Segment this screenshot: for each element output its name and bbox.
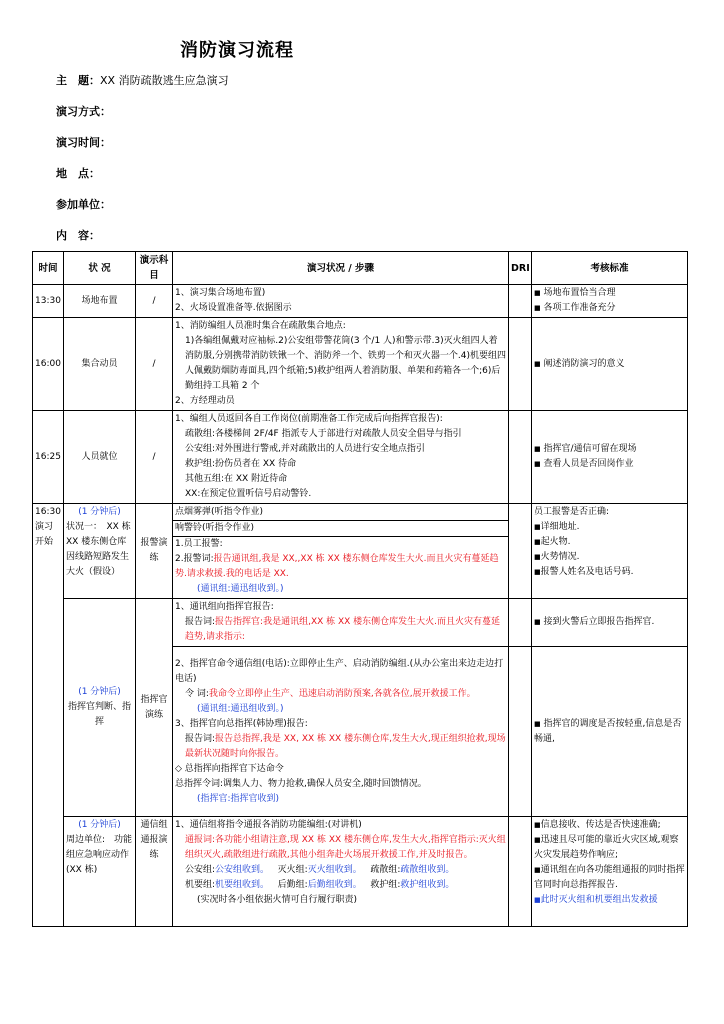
content-label: 内 容： (56, 229, 100, 242)
reply-line (175, 878, 506, 893)
cell-subject: 通信组通报演练 (136, 817, 173, 927)
step-line (175, 687, 506, 702)
criteria-item (534, 520, 685, 535)
table-row (33, 504, 688, 599)
time-label: 演习时间： (56, 136, 111, 149)
header-status: 状 况 (64, 252, 136, 285)
bullet-square-icon: ■ (534, 460, 541, 468)
criteria-item (534, 301, 685, 316)
criteria-text: 指挥官/通信可留在现场 (543, 444, 637, 454)
bullet-square-icon: ■ (534, 618, 541, 626)
notice-script: 各功能小组请注意,现 XX 栋 XX 楼东侧仓库,发生大火,指挥官指示:灭火组组织灭火,疏散组进行疏散,其他小组奔赴火场展开救援工作,并及时报告。 (185, 835, 506, 860)
cell-subject: / (136, 411, 173, 504)
cell-dri (509, 599, 532, 647)
criteria-text: 通讯组在向各功能组通报的同时指挥官同时向总指挥报告. (534, 865, 685, 890)
criteria-item (534, 357, 685, 372)
cell-subject: / (136, 285, 173, 318)
step-line: XX:在预定位置听信号启动警铃. (185, 489, 312, 499)
step-line: 1、消防编组人员准时集合在疏散集合地点: (175, 321, 346, 331)
cell-time: 16:25 (33, 411, 64, 504)
cell-status: 人员就位 (64, 411, 136, 504)
criteria-text: 各项工作准备充分 (543, 303, 616, 313)
step-line: 响警铃(听指令作业) (173, 521, 508, 537)
cell-dri (509, 504, 532, 599)
criteria-item (534, 442, 685, 457)
command-script: 我命令立即停止生产、迅速启动消防预案,各就各位,展开救援工作。 (208, 688, 476, 699)
step-line: 救护组:扮伤员者在 XX 待命 (185, 459, 297, 469)
criteria-item (534, 457, 685, 472)
step-label: 通报词: (185, 835, 216, 845)
cell-dri (509, 285, 532, 318)
cell-time: 13:30 (33, 285, 64, 318)
cell-steps (173, 647, 509, 817)
cell-status (64, 504, 136, 599)
cell-steps (173, 318, 509, 411)
criteria-text: 起火物. (540, 537, 571, 547)
bullet-square-icon: ■ (534, 553, 541, 561)
theme-label: 主 题： (56, 74, 100, 87)
criteria-item (534, 893, 685, 908)
step-line: 1.员工报警: (175, 539, 223, 549)
cell-status: 集合动员 (64, 318, 136, 411)
criteria-item (534, 565, 685, 580)
step-line (175, 615, 506, 645)
cell-criteria (532, 817, 688, 927)
group-label: 后勤组: (277, 880, 308, 890)
criteria-item (534, 818, 685, 833)
step-line: ◇ 总指挥向指挥官下达命令 (175, 763, 284, 774)
cell-criteria (532, 411, 688, 504)
step-line (175, 732, 506, 762)
bullet-square-icon: ■ (534, 304, 541, 312)
cell-status (64, 817, 136, 927)
cell-status (64, 599, 136, 817)
group-reply: 疏散组收到。 (400, 865, 455, 875)
criteria-text: 场地布置恰当合理 (543, 288, 616, 298)
step-line: 1、编组人员返回各自工作岗位(前期准备工作完成后向指挥官报告): (175, 414, 443, 424)
status-text: 指挥官判断、指挥 (67, 702, 131, 727)
cell-criteria (532, 504, 688, 599)
drill-table (32, 251, 688, 927)
step-line: 公安组:对外围进行警戒,并对疏散出的人员进行安全地点指引 (185, 444, 425, 454)
cell-steps (173, 599, 509, 647)
status-text: 周边单位: 功能组应急响应动作(XX 栋) (66, 835, 133, 875)
cell-subject: / (136, 318, 173, 411)
group-label: 公安组: (185, 865, 216, 875)
criteria-item (534, 833, 685, 863)
cell-steps (173, 411, 509, 504)
status-text: 状况一： XX 栋 XX 楼东侧仓库因线路短路发生大火（假设） (66, 522, 131, 577)
step-line: 1、演习集合场地布置) (175, 288, 266, 298)
minute-note: (1 分钟后) (78, 507, 121, 517)
step-line: 其他五组:在 XX 附近待命 (185, 474, 288, 484)
note-line: (实况时各小组依据火情可自行履行职责) (197, 895, 358, 905)
cell-steps (173, 285, 509, 318)
reply-line (175, 863, 506, 878)
report-script: 报告总指挥,我是 XX, XX 栋 XX 楼东侧仓库,发生大火,现正组织抢救,现场最新状况随时向你报告。 (185, 733, 506, 759)
place-label: 地 点： (56, 167, 100, 180)
group-label: 机要组: (185, 880, 216, 890)
bullet-square-icon: ■ (534, 538, 541, 546)
cell-dri (509, 411, 532, 504)
header-time: 时间 (33, 252, 64, 285)
table-row (33, 817, 688, 927)
criteria-text: 迅速且尽可能的靠近火灾区域,观察火灾发展趋势作响应; (534, 835, 679, 860)
header-steps: 演习状况 / 步骤 (173, 252, 509, 285)
header-subject: 演示科目 (136, 252, 173, 285)
group-reply: 灭火组收到。 (307, 865, 362, 875)
table-row (33, 285, 688, 318)
cell-status: 场地布置 (64, 285, 136, 318)
group-reply: 救护组收到。 (400, 880, 455, 890)
step-label: 令 词: (185, 688, 209, 699)
criteria-text: 查看人员是否回岗作业 (543, 459, 634, 469)
cell-time (33, 504, 64, 927)
cell-subject: 报警演练 (136, 504, 173, 599)
meta-time (56, 134, 111, 150)
cell-dri (509, 647, 532, 817)
group-reply: 机要组收到。 (215, 880, 270, 890)
step-line (175, 552, 506, 582)
table-header-row (33, 252, 688, 285)
step-line: 2、指挥官命令通信组(电话):立即停止生产、启动消防编组.(从办公室出来边走边打电话) (175, 658, 504, 684)
cell-criteria (532, 285, 688, 318)
criteria-item (534, 286, 685, 301)
table-row (33, 318, 688, 411)
reply-line: (通讯组:通迅组收到。) (197, 584, 284, 594)
criteria-text: 此时灭火组和机要组出发救援 (540, 895, 658, 905)
report-script: 报告指挥官:我是通讯组,XX 栋 XX 楼东侧仓库发生大火.而且火灾有蔓延趋势,请求指示: (185, 617, 501, 642)
reply-line: (指挥官:指挥官收到) (197, 793, 280, 804)
minute-note: (1 分钟后) (78, 820, 121, 830)
bullet-square-icon: ■ (534, 289, 541, 297)
cell-steps (173, 504, 509, 599)
cell-criteria (532, 318, 688, 411)
step-line: 2、方经理动员 (175, 396, 235, 406)
method-label: 演习方式： (56, 105, 111, 118)
cell-time: 16:00 (33, 318, 64, 411)
criteria-text: 接到火警后立即报告指挥官. (543, 617, 655, 627)
group-label: 救护组: (370, 880, 401, 890)
cell-criteria (532, 599, 688, 647)
header-criteria: 考核标准 (532, 252, 688, 285)
bullet-square-icon: ■ (534, 523, 541, 531)
cell-dri (509, 817, 532, 927)
criteria-head: 员工报警是否正确: (534, 507, 610, 517)
step-line (175, 833, 506, 863)
group-label: 灭火组: (277, 865, 308, 875)
bullet-square-icon: ■ (534, 866, 541, 874)
criteria-item (534, 615, 685, 630)
group-label: 疏散组: (370, 865, 401, 875)
criteria-text: 报警人姓名及电话号码. (540, 567, 634, 577)
criteria-item (534, 550, 685, 565)
step-line: 1、通信组将指令通报各消防功能编组:(对讲机) (175, 820, 362, 830)
step-line: 2、火场设置准备等.依据图示 (175, 303, 292, 313)
cell-dri (509, 318, 532, 411)
table-row (33, 411, 688, 504)
meta-theme (56, 72, 229, 88)
step-label: 报告词: (185, 733, 216, 744)
theme-value: XX 消防疏散逃生应急演习 (100, 74, 229, 87)
page-title: 消防演习流程 (180, 40, 294, 61)
step-line: 3、指挥官向总指挥(韩协理)报告: (175, 718, 308, 729)
reply-line: (通讯组:通迅组收到。) (197, 703, 284, 714)
criteria-item (534, 863, 685, 893)
table-row (33, 599, 688, 647)
group-reply: 公安组收到。 (215, 865, 270, 875)
bullet-square-icon: ■ (534, 821, 541, 829)
cell-steps (173, 817, 509, 927)
bullet-square-icon: ■ (534, 896, 541, 904)
bullet-square-icon: ■ (534, 568, 541, 576)
criteria-text: 信息接收、传达是否快速准确; (540, 820, 661, 830)
step-line: 1、通讯组向指挥官报告: (175, 602, 274, 612)
bullet-square-icon: ■ (534, 359, 541, 368)
time-phase: 演习开始 (35, 522, 54, 547)
step-line: 总指挥令词:调集人力、物力抢救,确保人员安全,随时回馈情况。 (175, 778, 427, 789)
meta-units (56, 196, 111, 212)
cell-subject: 指挥官演练 (136, 599, 173, 817)
minute-note: (1 分钟后) (78, 687, 121, 697)
step-line: 疏散组:各楼梯间 2F/4F 指派专人于部进行对疏散人员安全倡导与指引 (185, 429, 462, 439)
criteria-item (534, 717, 685, 747)
meta-place (56, 165, 100, 181)
criteria-text: 详细地址. (540, 522, 580, 532)
criteria-text: 火势情况. (540, 552, 580, 562)
step-label: 报告词: (185, 617, 216, 627)
cell-criteria (532, 647, 688, 817)
criteria-item (534, 535, 685, 550)
criteria-text: 阐述消防演习的意义 (543, 358, 625, 369)
time-value: 16:30 (35, 507, 61, 517)
step-line: 点烟雾弹(听指令作业) (173, 505, 508, 521)
meta-method (56, 103, 111, 119)
alarm-script: 报告通讯组,我是 XX,,XX 栋 XX 楼东侧仓库发生大火.而且火灾有蔓延趋势.请求救援.我的电话是 XX. (175, 554, 499, 579)
bullet-square-icon: ■ (534, 719, 541, 728)
step-line: 1)各编组佩戴对应袖标.2)公安组带警花筒(3 个/1 人)和警示带.3)灭火组四人着消防服,分别携带消防铁锹一个、消防斧一个、铁剪一个和灭火器一个.4)机要组四人佩戴防烟防毒面具,四个纸箱;5)救护组两人着消防服、单架和药箱各一个;6)后勤组持工具箱 2 个 (185, 336, 506, 391)
step-label: 2.报警词: (175, 554, 214, 564)
bullet-square-icon: ■ (534, 445, 541, 453)
criteria-text: 指挥官的调度是否按轻重,信息是否畅通, (534, 718, 682, 744)
group-reply: 后勤组收到。 (307, 880, 362, 890)
units-label: 参加单位： (56, 198, 111, 211)
meta-content (56, 227, 100, 243)
header-dri: DRI (509, 252, 532, 285)
bullet-square-icon: ■ (534, 836, 541, 844)
